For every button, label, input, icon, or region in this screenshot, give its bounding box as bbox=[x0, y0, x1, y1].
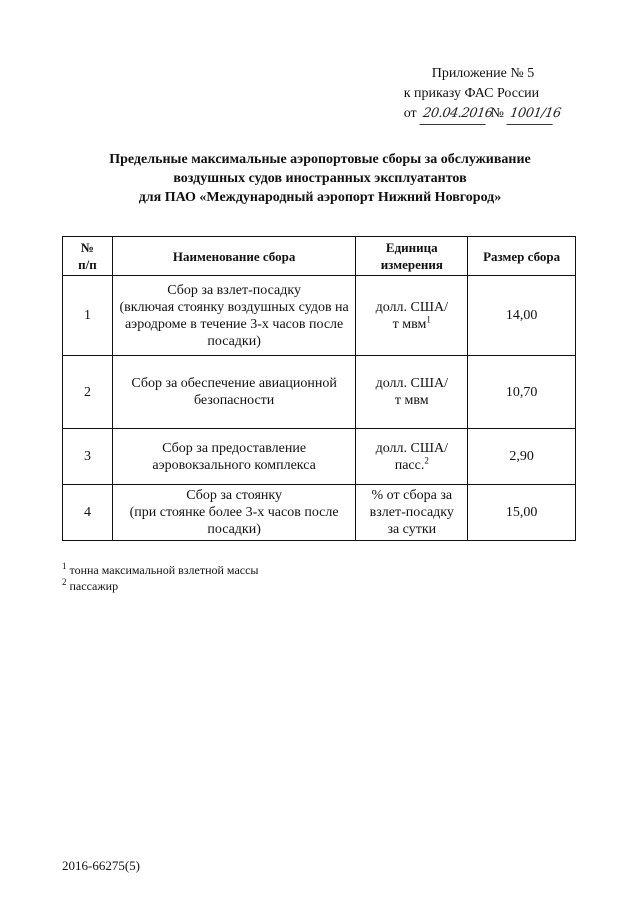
appendix-date-line bbox=[403, 104, 562, 125]
row-unit bbox=[356, 485, 468, 541]
row-name bbox=[112, 429, 355, 485]
header-unit bbox=[356, 237, 468, 276]
table-row bbox=[63, 276, 576, 356]
title-line-2: воздушных судов иностранных эксплуатантов bbox=[173, 171, 467, 186]
appendix-number: Приложение № 5 bbox=[431, 66, 535, 81]
header-unit-line-2: измерения bbox=[380, 257, 443, 272]
row-name bbox=[112, 356, 355, 429]
row-name-line: Сбор за предоставление bbox=[162, 440, 307, 456]
footnote-text: пассажир bbox=[69, 579, 119, 593]
row-name-line: Сбор за стоянку bbox=[186, 488, 283, 503]
table-row bbox=[63, 356, 576, 429]
row-name-line: Сбор за взлет-посадку bbox=[167, 282, 301, 298]
row-size: 15,00 bbox=[468, 485, 576, 541]
header-num-line-1: № bbox=[80, 240, 94, 255]
row-unit bbox=[356, 429, 468, 485]
fees-table bbox=[62, 236, 576, 541]
row-name-line: (при стоянке более 3-х часов после bbox=[129, 505, 339, 520]
row-size: 14,00 bbox=[468, 276, 576, 356]
handwritten-number: 1001/16 bbox=[507, 104, 556, 125]
footnote-mark: 2 bbox=[62, 577, 67, 587]
row-unit-line: долл. США/ bbox=[375, 376, 448, 391]
table-header-row bbox=[63, 237, 576, 276]
footnote-mark: 1 bbox=[62, 561, 67, 571]
row-unit-line: за сутки bbox=[387, 522, 437, 537]
row-num: 1 bbox=[63, 276, 113, 356]
row-name-line: безопасности bbox=[193, 393, 275, 408]
table-row bbox=[63, 485, 576, 541]
from-label: от bbox=[403, 106, 417, 121]
appendix-order-ref: к приказу ФАС России bbox=[403, 86, 540, 101]
row-unit-line: долл. США/ bbox=[375, 440, 448, 456]
footnote-1 bbox=[62, 562, 258, 578]
title-line-1: Предельные максимальные аэропортовые сборы за обслуживание bbox=[109, 152, 531, 167]
row-num: 2 bbox=[63, 356, 113, 429]
row-unit-text: пасс. bbox=[394, 457, 425, 473]
document-code: 2016-66275(5) bbox=[62, 858, 140, 873]
header-num-line-2: п/п bbox=[78, 257, 97, 272]
row-name-line: аэродроме в течение 3-х часов после bbox=[124, 316, 344, 332]
row-name-line: аэровокзального комплекса bbox=[152, 457, 316, 473]
title-line-3: для ПАО «Международный аэропорт Нижний Новгород» bbox=[138, 190, 502, 205]
row-size: 10,70 bbox=[468, 356, 576, 429]
header-num bbox=[63, 237, 113, 276]
row-name-line: посадки) bbox=[207, 333, 261, 349]
header-name: Наименование сбора bbox=[112, 237, 355, 276]
header-unit-line-1: Единица bbox=[385, 240, 438, 255]
row-unit-line bbox=[360, 313, 463, 333]
row-unit-line bbox=[360, 454, 463, 474]
row-name-line: Сбор за обеспечение авиационной bbox=[131, 376, 337, 391]
appendix-header bbox=[403, 64, 562, 125]
header-size: Размер сбора bbox=[468, 237, 576, 276]
table-row bbox=[63, 429, 576, 485]
footnote-2 bbox=[62, 578, 258, 594]
footnotes bbox=[62, 562, 258, 594]
footnote-text: тонна максимальной взлетной массы bbox=[69, 563, 259, 577]
row-name bbox=[112, 485, 355, 541]
row-unit-line: долл. США/ bbox=[375, 299, 448, 315]
number-sign: № bbox=[490, 106, 504, 121]
row-unit bbox=[356, 356, 468, 429]
row-num: 4 bbox=[63, 485, 113, 541]
row-name-line: (включая стоянку воздушных судов на bbox=[119, 299, 349, 315]
document-title bbox=[60, 150, 580, 207]
row-name-line: посадки) bbox=[207, 522, 261, 537]
footnote-mark: 2 bbox=[424, 454, 429, 465]
row-name bbox=[112, 276, 355, 356]
handwritten-date: 20.04.2016 bbox=[419, 104, 488, 125]
row-unit bbox=[356, 276, 468, 356]
footnote-mark: 1 bbox=[426, 313, 431, 324]
row-unit-line: т мвм bbox=[394, 393, 429, 408]
row-unit-line: % от сбора за bbox=[371, 488, 453, 503]
row-size: 2,90 bbox=[468, 429, 576, 485]
row-unit-text: т мвм bbox=[392, 316, 427, 332]
row-num: 3 bbox=[63, 429, 113, 485]
row-unit-line: взлет-посадку bbox=[369, 505, 454, 520]
